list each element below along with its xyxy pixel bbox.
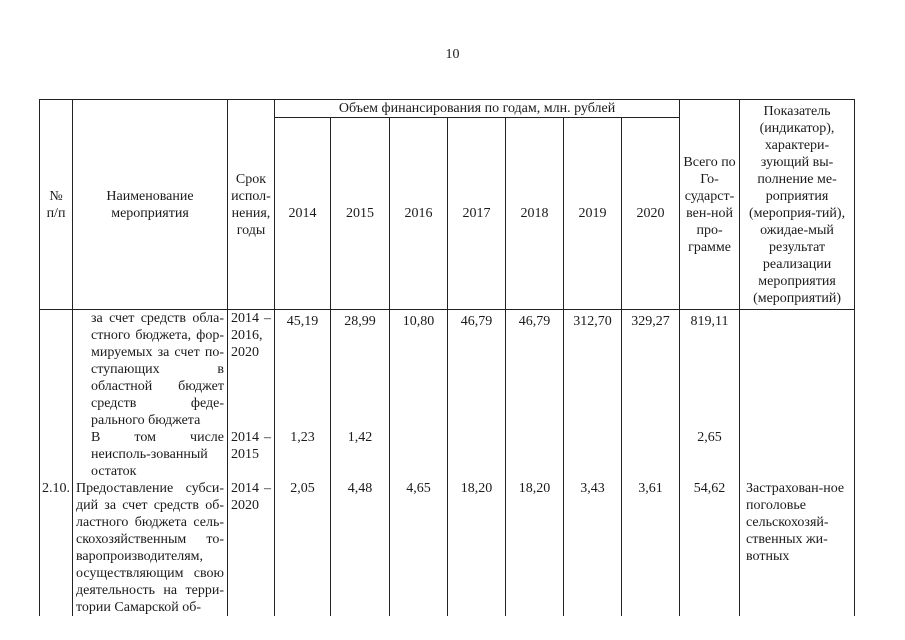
row-value: 2,05 — [275, 480, 331, 616]
header-year: 2016 — [390, 118, 448, 310]
row-value: 3,43 — [564, 480, 622, 616]
row-value: 312,70 — [564, 310, 622, 430]
row-indicator — [740, 429, 855, 480]
row-value: 18,20 — [448, 480, 506, 616]
header-indicator: Показатель (индикатор), характери-зующий вы-полнение ме-роприятия (мероприя-тий), ожидае-мый результат реализации мероприятия (мероприятий) — [740, 100, 855, 310]
row-value: 3,61 — [622, 480, 680, 616]
row-num — [40, 310, 73, 430]
row-term: 2014 – 2020 — [228, 480, 275, 616]
header-year: 2017 — [448, 118, 506, 310]
row-value: 10,80 — [390, 310, 448, 430]
row-value: 45,19 — [275, 310, 331, 430]
header-funding-title: Объем финансирования по годам, млн. рублей — [275, 100, 680, 118]
row-term: 2014 – 2016, 2020 — [228, 310, 275, 430]
table-row — [40, 429, 855, 480]
row-value: 18,20 — [506, 480, 564, 616]
row-value: 1,23 — [275, 429, 331, 480]
header-year: 2018 — [506, 118, 564, 310]
page-number: 10 — [445, 47, 460, 62]
header-name: Наименование мероприятия — [73, 100, 228, 310]
header-term: Срок испол-нения, годы — [228, 100, 275, 310]
row-total: 819,11 — [680, 310, 740, 430]
row-value — [564, 429, 622, 480]
header-year: 2020 — [622, 118, 680, 310]
row-num: 2.10. — [40, 480, 73, 616]
row-name: В том числе неисполь-зованный остаток — [73, 429, 228, 480]
header-num: № п/п — [40, 100, 73, 310]
financing-table — [39, 99, 855, 616]
row-value — [622, 429, 680, 480]
row-total: 54,62 — [680, 480, 740, 616]
row-total: 2,65 — [680, 429, 740, 480]
row-value: 1,42 — [331, 429, 390, 480]
row-value: 4,48 — [331, 480, 390, 616]
row-name: Предоставление субси-дий за счет средств об-ластного бюджета сель-скохозяйственным то-варопроизводителям, осуществляющим свою деятельность на терри-тории Самарской об- — [73, 480, 228, 616]
row-value — [448, 429, 506, 480]
table-row — [40, 480, 855, 616]
row-value — [506, 429, 564, 480]
row-value — [390, 429, 448, 480]
row-value: 329,27 — [622, 310, 680, 430]
row-value: 4,65 — [390, 480, 448, 616]
table-row — [40, 310, 855, 430]
row-value: 28,99 — [331, 310, 390, 430]
row-num — [40, 429, 73, 480]
header-year: 2019 — [564, 118, 622, 310]
row-name: за счет средств обла-стного бюджета, фор-мируемых за счет по-ступающих в областной бюджет средств феде-рального бюджета — [73, 310, 228, 430]
row-indicator: Застрахован-ное поголовье сельскохозяй-ственных жи-вотных — [740, 480, 855, 616]
row-term: 2014 – 2015 — [228, 429, 275, 480]
row-value: 46,79 — [506, 310, 564, 430]
row-value: 46,79 — [448, 310, 506, 430]
header-year: 2014 — [275, 118, 331, 310]
header-total: Всего по Го-сударст-вен-ной про-грамме — [680, 100, 740, 310]
header-year: 2015 — [331, 118, 390, 310]
row-indicator — [740, 310, 855, 430]
